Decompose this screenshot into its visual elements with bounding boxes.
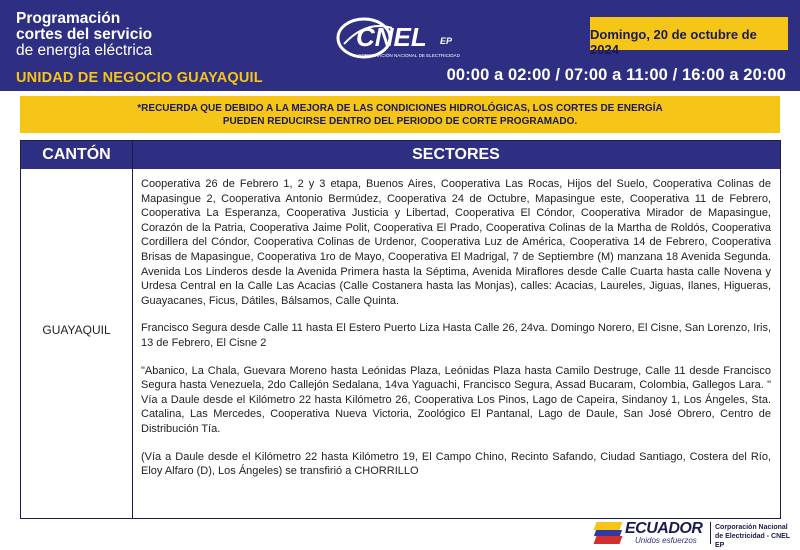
table-header	[21, 141, 780, 169]
canton-name: GUAYAQUIL	[42, 323, 111, 337]
column-divider	[132, 141, 133, 518]
sector-paragraph-4: (Vía a Daule desde el Kilómetro 22 hasta Kilómetro 19, El Campo Chino, Recinto Safando, Ciudad Santiago, Costera del Río, Eloy Alfaro (D), Los Ángeles) se transfirió a CHORRILLO	[141, 450, 771, 478]
header-banner	[0, 0, 800, 91]
notice-banner	[20, 96, 780, 133]
schedule-date: Domingo, 20 de octubre de 2024	[590, 27, 757, 57]
cnel-logo	[336, 14, 486, 62]
sector-paragraph-3: "Abanico, La Chala, Guevara Moreno hasta Leónidas Plaza, Leónidas Plaza hasta Camilo Destruge, Calle 11 desde Francisco Segura hasta Venezuela, 2do Callejón Sedalana, 14va Yaguachi, Francisco Segura, Assad Bucaram, Colombia, Gallegos Lara. " Vía a Daule desde el Kilómetro 22 hasta Kilómetro 26, Cooperativa Los Pinos, Lago de Capeira, Sindanoy 1, Los Ángeles, Sta. Catalina, Las Mercedes, Cooperativa Nueva Victoria, Zoológico El Pantanal, Lago de Daule, San José Obrero, Centro de Distribución Tía.	[141, 364, 771, 435]
sectors-table	[20, 140, 781, 519]
sectores-cell	[141, 177, 771, 492]
logo-subtitle: CORPORACIÓN NACIONAL DE ELECTRICIDAD	[358, 53, 460, 58]
logo-suffix: EP	[440, 36, 453, 46]
date-box	[590, 17, 788, 57]
footer-logo	[595, 520, 795, 548]
title-line-1: Programación	[16, 10, 121, 27]
sector-paragraph-1: Cooperativa 26 de Febrero 1, 2 y 3 etapa, Buenos Aires, Cooperativa Las Rocas, Hijos del Suelo, Cooperativa Colinas de Mapasingue 2, Cooperativa Antonio Bermúdez, Cooperativa 24 de Octubre, Mapasingue este, Cooperativa 11 de Febrero, Cooperativa La Esperanza, Cooperativa Justicia y Libertad, Cooperativa El Cóndor, Cooperativa Mirador de Mapasingue, Corazón de la Patria, Cooperativa Jaime Polit, Cooperativa El Prado, Cooperativa Colinas de la Martha de Roldós, Cooperativa Cordillera del Cóndor, Cooperativa Colinas de Urdenor, Cooperativa Luz de América, Cooperativa 14 de Febrero, Cooperativa Brisas de Mapasingue, Cooperativa 1ro de Mayo, Cooperativa El Madrigal, 7 de Septiembre (M) manzana 18 Avenida Segunda. Avenida Los Linderos desde la Avenida Primera hasta la Séptima, Avenida Miraflores desde Calle Cuarta hasta calle Novena y Urdesa Central en la Calle Las Acacias (Calle Costanera hasta las Monjas), calles: Acacias, Laureles, Jiguas, Ilanes, Higueras, Guayacanes, Ficus, Dátiles, Bálsamos, Calle Quinta.	[141, 178, 771, 307]
ecuador-wordmark: ECUADOR	[625, 520, 703, 537]
corporation-name	[715, 523, 795, 550]
footer-divider	[710, 522, 711, 544]
notice-line-1: *RECUERDA QUE DEBIDO A LA MEJORA DE LAS CONDICIONES HIDROLÓGICAS, LOS CORTES DE ENERGÍA	[137, 103, 663, 114]
ecuador-flag-icon	[595, 522, 621, 544]
schedule-times: 00:00 a 02:00 / 07:00 a 11:00 / 16:00 a 20:00	[446, 66, 786, 84]
title-line-2: cortes del servicio	[16, 26, 153, 43]
sector-paragraph-2: Francisco Segura desde Calle 11 hasta El Estero Puerto Liza Hasta Calle 26, 24va. Domingo Norero, El Cisne, San Lorenzo, Iris, 13 de Febrero, El Cisne 2	[141, 322, 771, 349]
corp-line-2: de Electricidad - CNEL EP	[715, 533, 790, 549]
header-title	[16, 11, 152, 59]
canton-cell	[21, 169, 132, 518]
ecuador-tagline: Unidos esfuerzos	[635, 536, 697, 545]
notice-line-2: PUEDEN REDUCIRSE DENTRO DEL PERIODO DE CORTE PROGRAMADO.	[222, 116, 578, 127]
business-unit: UNIDAD DE NEGOCIO GUAYAQUIL	[16, 70, 263, 86]
title-line-3: de energía eléctrica	[16, 42, 153, 59]
header-canton: CANTÓN	[42, 146, 111, 163]
corp-line-1: Corporación Nacional	[715, 524, 788, 531]
logo-wordmark: CNEL	[356, 22, 427, 52]
header-sectores: SECTORES	[412, 146, 500, 163]
